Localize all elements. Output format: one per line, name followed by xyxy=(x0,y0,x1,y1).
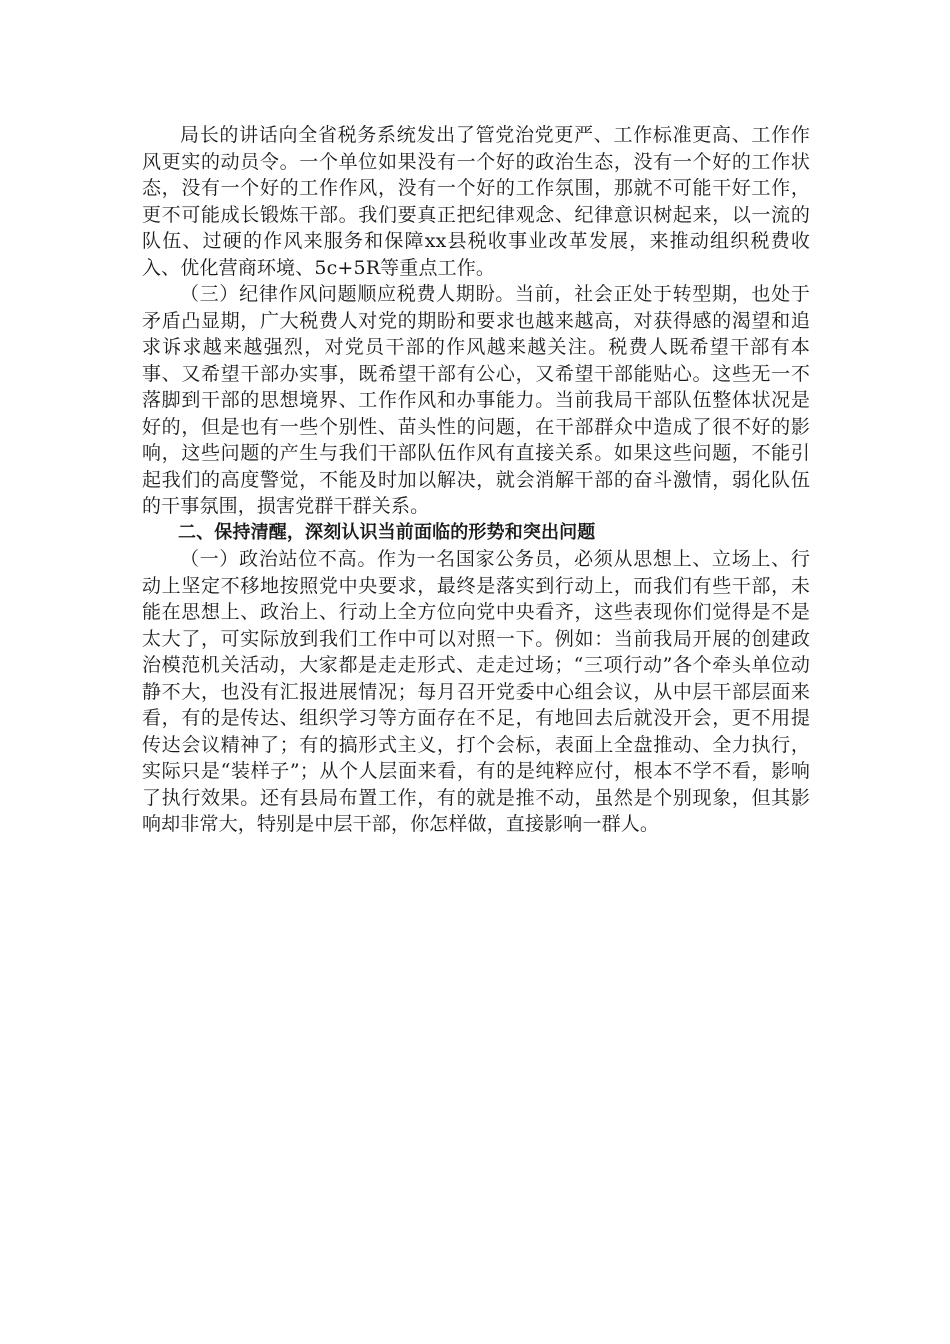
document-body xyxy=(142,122,810,838)
paragraph-political-standing: （一）政治站位不高。作为一名国家公务员，必须从思想上、立场上、行动上坚定不移地按照党中央要求，最终是落实到行动上，而我们有些干部，未能在思想上、政治上、行动上全方位向党中央看齐，这些表现你们觉得是不是太大了，可实际放到我们工作中可以对照一下。例如：当前我局开展的创建政治模范机关活动，大家都是走走形式、走走过场；“三项行动”各个牵头单位动静不大，也没有汇报进展情况；每月召开党委中心组会议，从中层干部层面来看，有的是传达、组织学习等方面存在不足，有地回去后就没开会，更不用提传达会议精神了；有的搞形式主义，打个会标，表面上全盘推动、全力执行，实际只是“装样子”；从个人层面来看，有的是纯粹应付，根本不学不看，影响了执行效果。还有县局布置工作，有的就是推不动，虽然是个别现象，但其影响却非常大，特别是中层干部，你怎样做，直接影响一群人。 xyxy=(142,548,810,835)
paragraph-bureau-chief-speech: 局长的讲话向全省税务系统发出了管党治党更严、工作标准更高、工作作风更实的动员令。一个单位如果没有一个好的政治生态，没有一个好的工作状态，没有一个好的工作作风，没有一个好的工作氛围，那就不可能干好工作，更不可能成长锻炼干部。我们要真正把纪律观念、纪律意识树起来，以一流的队伍、过硬的作风来服务和保障xx县税收事业改革发展，来推动组织税费收入、优化营商环境、5c+5R等重点工作。 xyxy=(142,124,810,279)
section-heading-2: 二、保持清醒，深刻认识当前面临的形势和突出问题 xyxy=(178,521,596,543)
paragraph-discipline-expectations: （三）纪律作风问题顺应税费人期盼。当前，社会正处于转型期，也处于矛盾凸显期，广大税费人对党的期盼和要求也越来越高，对获得感的渴望和追求诉求越来越强烈，对党员干部的作风越来越关注。税费人既希望干部有本事、又希望干部办实事，既希望干部有公心，又希望干部能贴心。这些无一不落脚到干部的思想境界、工作作风和办事能力。当前我局干部队伍整体状况是好的，但是也有一些个别性、苗头性的问题，在干部群众中造成了很不好的影响，这些问题的产生与我们干部队伍作风有直接关系。如果这些问题，不能引起我们的高度警觉，不能及时加以解决，就会消解干部的奋斗激情，弱化队伍的干事氛围，损害党群干群关系。 xyxy=(142,283,810,517)
